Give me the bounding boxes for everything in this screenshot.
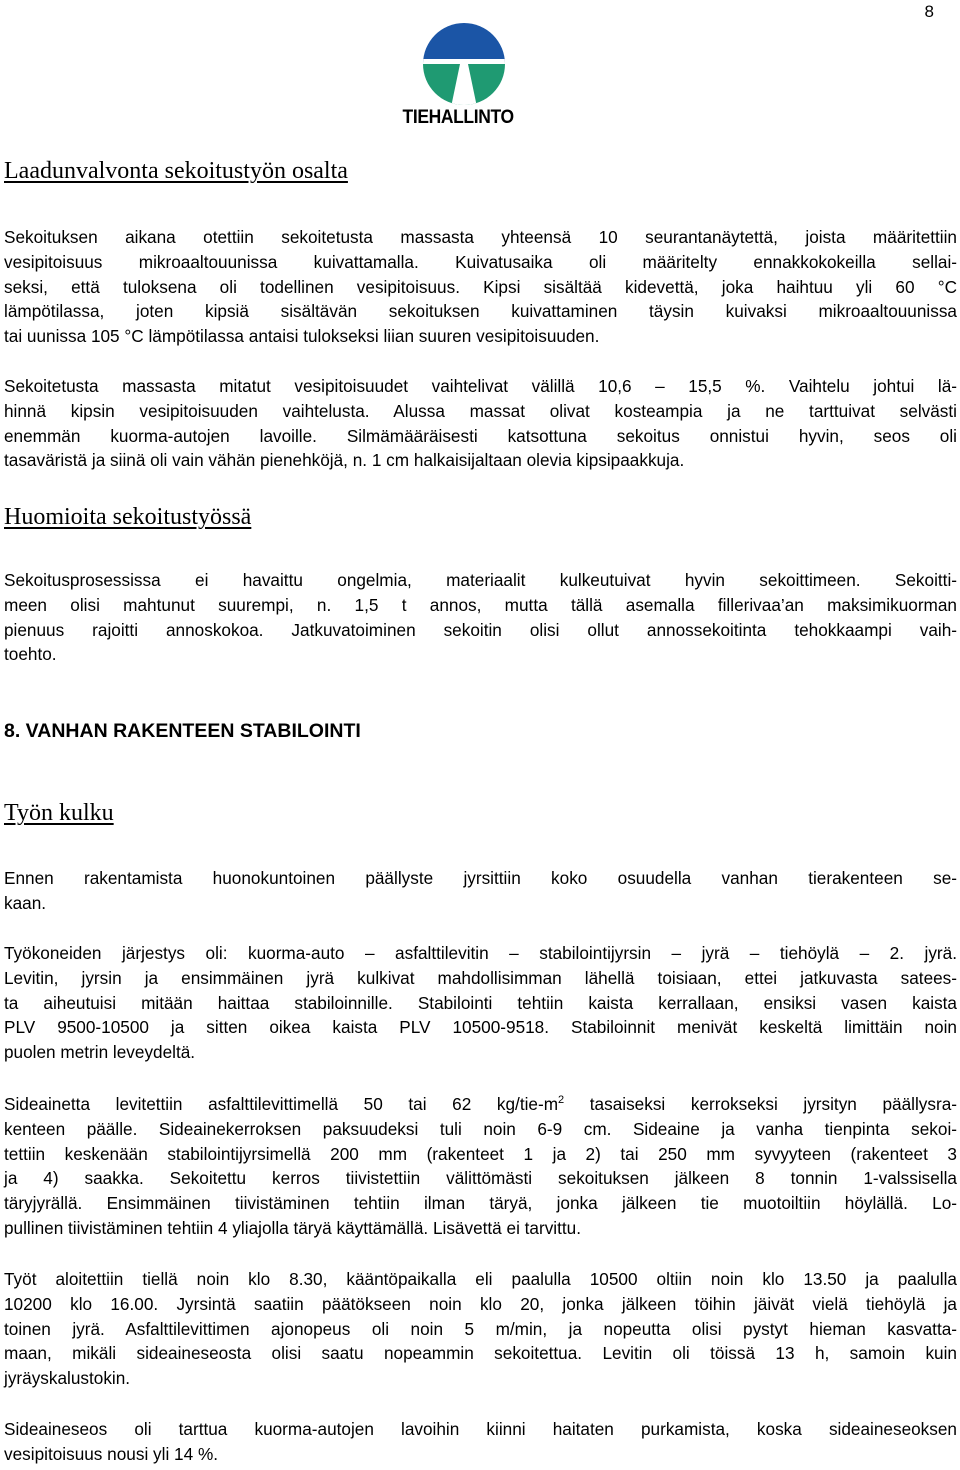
text-line: kenteen päälle. Sideainekerroksen paksuudeksi tuli noin 6-9 cm. Sideaine ja vanha tienpinta sekoi- [4,1118,957,1139]
text-line: Sekoituksen aikana otettiin sekoitetusta massasta yhteensä 10 seurantanäytettä, joista määritettiin [4,227,957,247]
text-line: Työkoneiden järjestys oli: kuorma-auto – asfalttilevitin – stabilointijyrsin – jyrä – tiehöylä – 2. jyrä. [4,943,957,963]
text-line: Työt aloitettiin tiellä noin klo 8.30, kääntöpaikalla eli paalulla 10500 oltiin noin klo 13.50 ja paalulla [4,1269,957,1289]
section-heading-quality-control: Laadunvalvonta sekoitustyön osalta [4,158,348,184]
text-line: 10200 klo 16.00. Jyrsintä saatiin päätökseen noin klo 20, jonka jälkeen töihin jäivät vielä tiehöylä ja [4,1293,957,1314]
text-line: toehto. [4,644,57,665]
text-fragment: Sideainetta levitettiin asfalttilevittimellä 50 tai 62 kg/tie-m [4,1094,559,1114]
text-line: hinnä kipsin vesipitoisuuden vaihtelusta. Alussa massat olivat kosteampia ja ne tarttuivat selvästi [4,400,957,421]
paragraph-binder-spreading [4,1092,957,1241]
text-line: täryjyrällä. Ensimmäinen tiivistäminen tehtiin ilman täryä, jonka jälkeen tie muotoiltiin höylällä. Lo- [4,1193,957,1214]
text-line: jyräyskalustokin. [4,1368,131,1389]
text-line: pienuus rajoitti annoskokoa. Jatkuvatoiminen sekoitin olisi ollut annossekoitinta tehokkaampi vaih- [4,619,957,640]
tiehallinto-logo [402,22,524,132]
paragraph-moisture-results [4,374,957,473]
section-heading-work-progress: Työn kulku [4,800,114,826]
superscript: 2 [558,1094,565,1106]
chapter-heading: 8. VANHAN RAKENTEEN STABILOINTI [4,720,361,742]
text-line: lämpötilassa, joten kipsiä sisältävän sekoituksen kuivattaminen täysin kuivaksi mikroaaltouunissa [4,301,957,322]
paragraph-mixing-process [4,568,957,667]
text-line: Ennen rakentamista huonokuntoinen päällyste jyrsittiin koko osuudella vanhan tierakenteen se- [4,868,957,888]
logo-text: TIEHALLINTO [402,107,514,128]
paragraph-moisture-sampling [4,225,957,349]
text-line: Sekoitetusta massasta mitatut vesipitoisuudet vaihtelivat välillä 10,6 – 15,5 %. Vaihtelu johtui lä- [4,376,957,396]
text-line: tai uunissa 105 °C lämpötilassa antaisi tulokseksi liian suuren vesipitoisuuden. [4,326,600,347]
text-line: puolen metrin leveydeltä. [4,1042,196,1063]
paragraph-binder-sticking [4,1417,957,1467]
text-line: ta aiheutuisi mitään haittaa stabiloinnille. Stabilointi tehtiin kaista kerrallaan, ensiksi vasen kaista [4,992,957,1013]
paragraph-schedule [4,1267,957,1391]
text-line: maan, mikäli sideaineseosta olisi saatu nopeammin sekoitettua. Levitin oli töissä 13 h, samoin kuin [4,1343,957,1364]
text-line: PLV 9500-10500 ja sitten oikea kaista PLV 10500-9518. Stabiloinnit menivät keskeltä limittäin noin [4,1017,957,1038]
text-line [4,1092,957,1117]
text-line: vesipitoisuus nousi yli 14 %. [4,1443,218,1464]
text-line: vesipitoisuus mikroaaltouunissa kuivattamalla. Kuivatusaika oli määritelty ennakkokokeilla sellai- [4,251,957,272]
text-line: tasaväristä ja siinä oli vain vähän pienehköjä, n. 1 cm halkaisijaltaan olevia kipsipaakkuja. [4,450,685,471]
text-line: pullinen tiivistäminen tehtiin 4 yliajolla täryä käyttämällä. Lisävettä ei tarvittu. [4,1217,582,1238]
text-fragment: tasaiseksi kerrokseksi jyrsityn päällysra- [564,1094,957,1114]
text-line: toinen jyrä. Asfalttilevittimen ajonopeus oli noin 5 m/min, ja nopeutta olisi pystyt hieman kasvatta- [4,1318,957,1339]
paragraph-machine-order [4,941,957,1065]
text-line: Sideaineseos oli tarttua kuorma-autojen lavoihin kiinni haitaten purkamista, koska sideaineseoksen [4,1419,957,1439]
text-line: seksi, että tuloksena oli todellinen vesipitoisuus. Kipsi sisältää kidevettä, joka haihtuu yli 60 °C [4,276,957,297]
text-line: enemmän kuorma-autojen lavoille. Silmämääräisesti katsottuna sekoitus onnistui hyvin, seos oli [4,425,957,446]
text-line: tettiin keskenään stabilointijyrsimellä 200 mm (rakenteet 1 ja 2) tai 250 mm syvyyteen (rakenteet 3 [4,1143,957,1164]
paragraph-milling [4,866,957,916]
text-line: ja 4) saakka. Sekoitettu kerros tiivistettiin välittömästi sekoituksen jälkeen 8 tonnin 1-valssisella [4,1168,957,1189]
text-line: kaan. [4,892,47,913]
text-line: Sekoitusprosessissa ei havaittu ongelmia, materiaalit kulkeutuivat hyvin sekoittimeen. Sekoitti- [4,570,957,590]
page-number: 8 [924,2,934,21]
logo-emblem-icon [420,22,508,106]
text-line: meen olisi mahtunut suurempi, n. 1,5 t annos, mutta tällä asemalla fillerivaa’an maksimikuorman [4,594,957,615]
section-heading-mixing-notes: Huomioita sekoitustyössä [4,504,252,530]
text-line: Levitin, jyrsin ja ensimmäinen jyrä kulkivat mahdollisimman lähellä toisiaan, ettei jatkuvasta satees- [4,967,957,988]
